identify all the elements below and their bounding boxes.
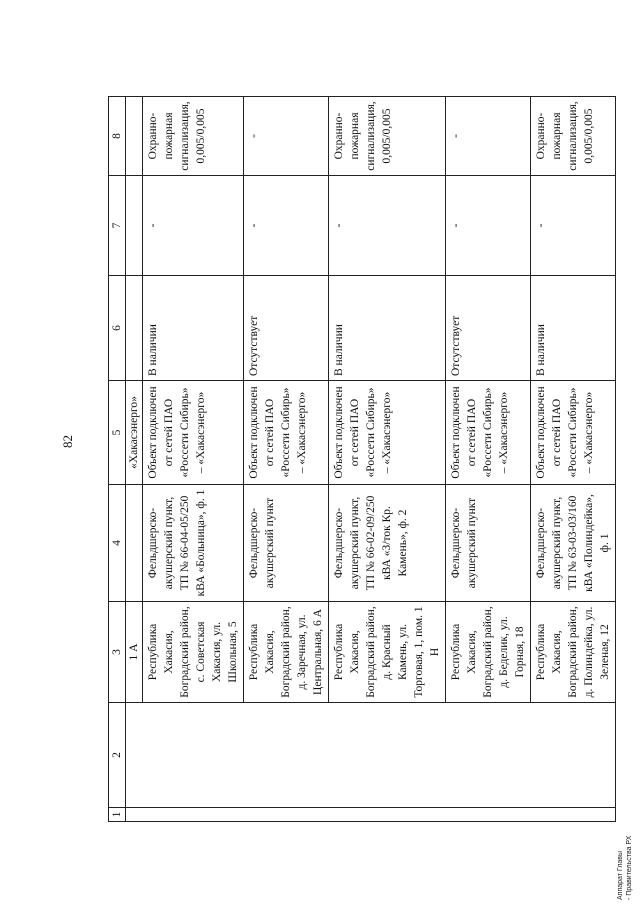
type-cell: Фельдшерско-акушерский пункт — [446, 485, 531, 602]
table-container — [108, 97, 611, 822]
type-cell: Фельдшерско-акушерский пункт, ТП № 66-02-09/250 кВА «З/ток Кр. Камень», ф. 2 — [329, 485, 446, 602]
col7-cell: - — [446, 176, 531, 276]
address-cell: Республика Хакасия, Боградский район, д. Беделик, ул. Горная, 18 — [446, 602, 531, 703]
continuation-connection-cell: «Хакасэнерго» — [126, 381, 143, 485]
column-header: 6 — [109, 276, 126, 381]
continuation-availability-cell — [126, 276, 143, 381]
col1-empty-cell — [126, 808, 616, 822]
address-cell: Республика Хакасия, Боградский район, д. Красный Камень, ул. Торговая, 1, пом. 1 Н — [329, 602, 446, 703]
col2-empty-cell — [126, 703, 616, 808]
footer-stamp — [616, 780, 634, 900]
col7-cell: - — [531, 176, 616, 276]
column-header: 7 — [109, 176, 126, 276]
column-header: 8 — [109, 97, 126, 176]
alarm-cell: - — [446, 97, 531, 176]
column-header: 2 — [109, 703, 126, 808]
connection-cell: Объект подключен от сетей ПАО «Россети Сибирь» – «Хакасэнерго» — [143, 381, 244, 485]
connection-cell: Объект подключен от сетей ПАО «Россети Сибирь» – «Хакасэнерго» — [446, 381, 531, 485]
page-number: 82 — [60, 435, 75, 448]
connection-cell: Объект подключен от сетей ПАО «Россети Сибирь» – «Хакасэнерго» — [531, 381, 616, 485]
availability-cell: Отсутствует — [244, 276, 329, 381]
availability-cell: В наличии — [329, 276, 446, 381]
continuation-alarm-cell — [126, 97, 143, 176]
col7-cell: - — [244, 176, 329, 276]
alarm-cell: Охранно-пожарная сигнализация, 0,005/0,005 — [143, 97, 244, 176]
availability-cell: Отсутствует — [446, 276, 531, 381]
type-cell: Фельдшерско-акушерский пункт — [244, 485, 329, 602]
type-cell: Фельдшерско-акушерский пункт, ТП № 66-04-05/250 кВА «Больница», ф. 1 — [143, 485, 244, 602]
address-cell: Республика Хакасия, Боградский район, д. Полиндейка, ул. Зеленая, 12 — [531, 602, 616, 703]
connection-cell: Объект подключен от сетей ПАО «Россети Сибирь» – «Хакасэнерго» — [329, 381, 446, 485]
type-cell: Фельдшерско-акушерский пункт, ТП № 63-03-03/160 кВА «Полиндейка», ф. 1 — [531, 485, 616, 602]
header-row — [109, 97, 126, 822]
availability-cell: В наличии — [531, 276, 616, 381]
continuation-col7-cell — [126, 176, 143, 276]
column-header: 5 — [109, 381, 126, 485]
address-cell: Республика Хакасия, Боградский район, д. Заречная, ул. Центральная, 6 А — [244, 602, 329, 703]
alarm-cell: Охранно-пожарная сигнализация, 0,005/0,005 — [329, 97, 446, 176]
continuation-type-cell — [126, 485, 143, 602]
availability-cell: В наличии — [143, 276, 244, 381]
continuation-address-cell: 1 А — [126, 602, 143, 703]
address-cell: Республика Хакасия, Боградский район, с. Советская Хакасия, ул. Школьная, 5 — [143, 602, 244, 703]
footer-line-2: - Правительства РХ — [626, 835, 633, 900]
col7-cell: - — [329, 176, 446, 276]
alarm-cell: - — [244, 97, 329, 176]
column-header: 3 — [109, 602, 126, 703]
col7-cell: - — [143, 176, 244, 276]
alarm-cell: Охранно-пожарная сигнализация, 0,005/0,005 — [531, 97, 616, 176]
footer-line-1: Аппарат Главы — [617, 850, 624, 900]
column-header: 4 — [109, 485, 126, 602]
continuation-row — [126, 97, 143, 822]
connection-cell: Объект подключен от сетей ПАО «Россети Сибирь» – «Хакасэнерго» — [244, 381, 329, 485]
data-table — [108, 96, 616, 822]
column-header: 1 — [109, 808, 126, 822]
